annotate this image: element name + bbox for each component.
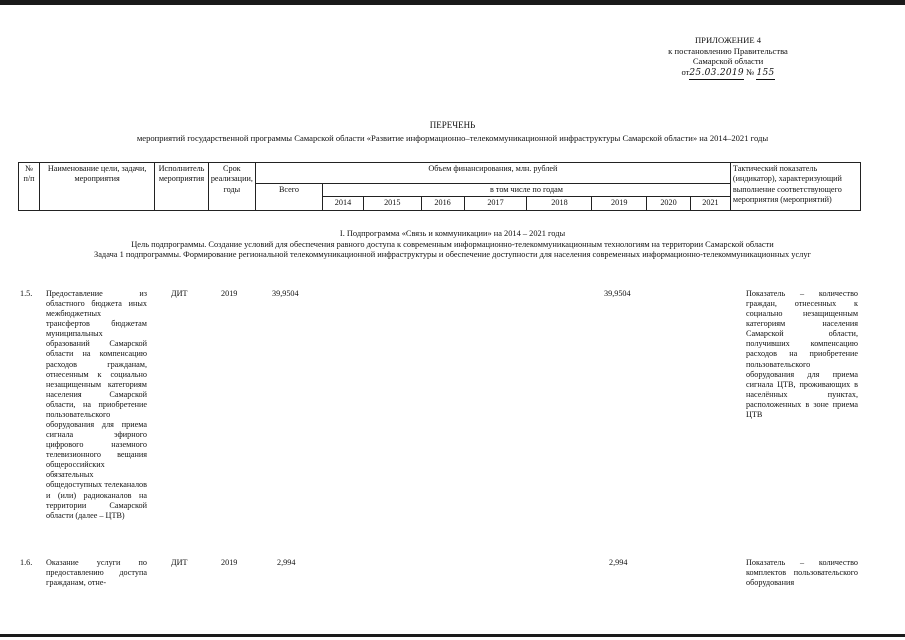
header-finance: Объем финансирования, млн. рублей xyxy=(255,163,730,184)
appendix-title: ПРИЛОЖЕНИЕ 4 xyxy=(694,35,762,45)
document-title: ПЕРЕЧЕНЬ xyxy=(429,120,476,130)
appendix-date-line xyxy=(628,67,828,80)
appendix-block xyxy=(628,35,828,80)
header-indicator: Тактический показатель (индикатор), характеризующий выполнение соответствующего мероприятия (мероприятий) xyxy=(730,163,860,211)
row-total: 39,9504 xyxy=(272,289,299,298)
row-number: 1.5. xyxy=(20,289,33,298)
document-subtitle: мероприятий государственной программы Самарской области «Развитие информационно–телекоммуникационной инфраструктуры Самарской области» на 2014–2021 годы xyxy=(136,133,769,143)
header-num: № п/п xyxy=(19,163,40,211)
subprogram-title: I. Подпрограмма «Связь и коммуникации» на 2014 – 2021 годы xyxy=(339,229,566,238)
row-value-2019: 39,9504 xyxy=(604,289,631,298)
header-executor: Исполнитель мероприятия xyxy=(155,163,208,211)
row-indicator: Показатель – количество комплектов пользовательского оборудования xyxy=(746,558,858,588)
row-indicator: Показатель – количество граждан, отнесенных к социально незащищенным категориям населения Самарской области, получивших компенсацию расходов на приобретение пользовательского оборудования для приема сигнала ЦТВ, проживающих в населённых пунктах, расположенных в зоне приема ЦТВ xyxy=(746,289,858,419)
header-total: Всего xyxy=(255,184,322,211)
handwritten-date: 25.03.2019 xyxy=(689,68,744,80)
header-by-years: в том числе по годам xyxy=(323,184,731,197)
row-term: 2019 xyxy=(221,289,238,298)
header-year: 2019 xyxy=(592,197,647,210)
header-name: Наименование цели, задачи, мероприятия xyxy=(39,163,154,211)
header-year: 2017 xyxy=(464,197,527,210)
handwritten-number: 155 xyxy=(756,68,774,80)
row-total: 2,994 xyxy=(277,558,296,567)
row-number: 1.6. xyxy=(20,558,33,567)
header-year: 2016 xyxy=(421,197,464,210)
row-value-2019: 2,994 xyxy=(609,558,628,567)
row-term: 2019 xyxy=(221,558,238,567)
number-prefix: № xyxy=(746,67,755,78)
section-header xyxy=(40,229,865,261)
header-year: 2020 xyxy=(646,197,690,210)
appendix-line-2: к постановлению Правительства xyxy=(668,45,788,56)
header-year: 2015 xyxy=(363,197,421,210)
subprogram-task: Задача 1 подпрограммы. Формирование региональной телекоммуникационной инфраструктуры и обеспечение доступности для населения современных информационно-телекоммуникационных услуг xyxy=(94,250,811,259)
row-executor: ДИТ xyxy=(171,558,188,567)
appendix-line-3: Самарской области xyxy=(692,56,764,67)
top-border-line xyxy=(0,0,905,5)
header-table xyxy=(18,162,861,211)
row-name: Предоставление из областного бюджета иных межбюджетных трансфертов бюджетам муниципальных образований Самарской области на компенсацию расходов гражданам, отнесенным к социально незащищенным категориям населения Самарской области, на приобретение пользовательского оборудования для приема сигнала эфирного цифрового наземного телевизионного вещания общероссийских обязательных общедоступных телеканалов и (или) радиоканалов на территории Самарской области (далее – ЦТВ) xyxy=(46,289,147,520)
date-prefix: от xyxy=(681,67,690,78)
header-year: 2014 xyxy=(323,197,364,210)
bottom-border-line xyxy=(0,634,905,637)
row-name: Оказание услуги по предоставлению доступа гражданам, отне- xyxy=(46,558,147,588)
row-executor: ДИТ xyxy=(171,289,188,298)
header-year: 2021 xyxy=(691,197,731,210)
header-term: Срок реализации, годы xyxy=(208,163,255,211)
header-year: 2018 xyxy=(527,197,592,210)
subprogram-goal: Цель подпрограммы. Создание условий для обеспечения равного доступа к современным информационно-телекоммуникационным технологиям на территории Самарской области xyxy=(131,239,774,249)
